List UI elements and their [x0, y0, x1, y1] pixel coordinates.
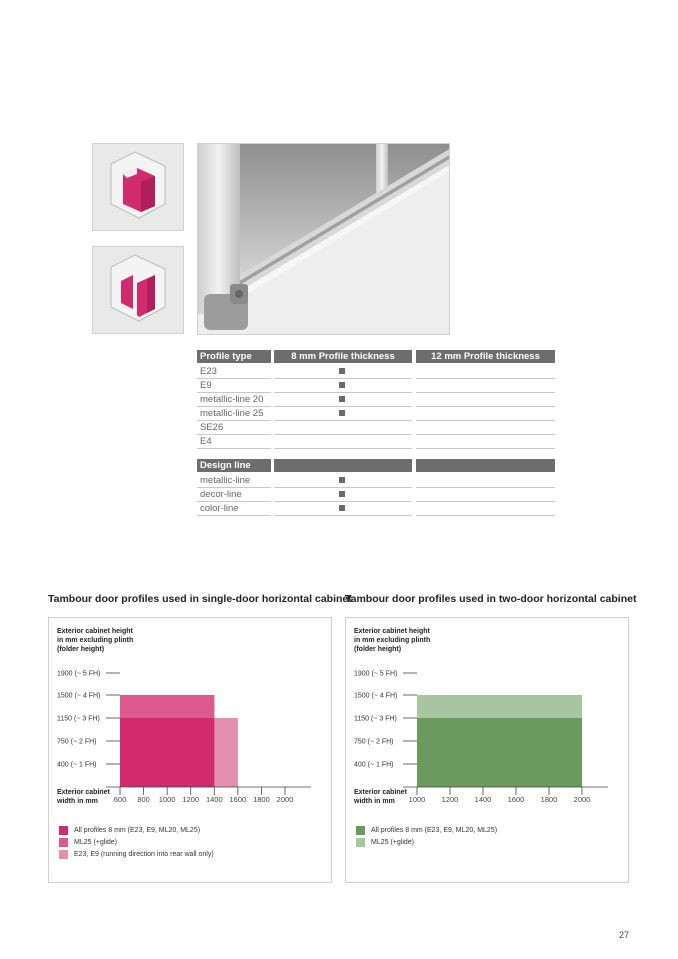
y-axis-label: Exterior cabinet height in mm excluding plinth (folder height): [354, 628, 431, 653]
chart-title-two-door: Tambour door profiles used in two-door horizontal cabinet: [345, 593, 637, 605]
chart-bar: [417, 718, 582, 787]
header-blank: [274, 459, 412, 472]
row-label: E9: [200, 380, 212, 391]
row-label: E23: [200, 366, 217, 377]
row-label: color-line: [200, 503, 239, 514]
table-row: [197, 421, 555, 435]
thumbnail-single-door: [92, 143, 184, 231]
chart-panel-two-door: [345, 617, 629, 883]
header-12mm: 12 mm Profile thickness: [416, 350, 555, 363]
table-row: [197, 474, 555, 488]
x-tick-label: 1000: [408, 795, 426, 804]
x-tick-label: 1000: [158, 795, 176, 804]
y-tick-label: 1900 (~ 5 FH): [354, 670, 398, 678]
x-tick-label: 1400: [474, 795, 492, 804]
y-tick-label: 400 (~ 1 FH): [354, 761, 394, 769]
table-row: [197, 488, 555, 502]
x-tick-label: 1800: [253, 795, 270, 804]
x-tick-label: 1200: [182, 795, 200, 804]
y-tick-label: 1150 (~ 3 FH): [57, 715, 100, 723]
table-row: [197, 407, 555, 421]
table-row: [197, 379, 555, 393]
page-number: 27: [619, 930, 630, 940]
y-axis-label: Exterior cabinet height in mm excluding plinth (folder height): [57, 628, 134, 653]
legend-swatch: [356, 838, 365, 847]
chart-panel-single-door: [48, 617, 332, 883]
legend-swatch: [356, 826, 365, 835]
row-label: SE26: [200, 422, 224, 433]
table-row: [197, 502, 555, 516]
x-tick-label: 2000: [573, 795, 591, 804]
x-tick-label: 1600: [507, 795, 525, 804]
chart-title-single-door: Tambour door profiles used in single-door horizontal cabinet: [48, 593, 352, 605]
x-tick-label: 800: [137, 795, 150, 804]
table-row: [197, 365, 555, 379]
y-tick-label: 1900 (~ 5 FH): [57, 670, 101, 678]
header-blank: [416, 459, 555, 472]
availability-mark: [339, 382, 345, 388]
x-axis-label: Exterior cabinet width in mm: [354, 789, 407, 805]
row-label: metallic-line 25: [200, 408, 264, 419]
header-design-line: Design line: [197, 459, 271, 472]
x-tick-label: 1400: [205, 795, 223, 804]
thumbnail-two-door: [92, 246, 184, 334]
x-tick-label: 1200: [441, 795, 459, 804]
availability-mark: [339, 477, 345, 483]
y-tick-label: 1150 (~ 3 FH): [354, 715, 397, 723]
y-tick-label: 1500 (~ 4 FH): [354, 692, 398, 700]
chart-bar: [214, 718, 238, 787]
y-tick-label: 400 (~ 1 FH): [57, 761, 97, 769]
row-label: E4: [200, 436, 212, 447]
availability-mark: [339, 368, 345, 374]
legend-swatch: [59, 850, 68, 859]
legend-label: All profiles 8 mm (E23, E9, ML20, ML25): [74, 827, 201, 834]
legend-label: ML25 (+glide): [371, 839, 414, 846]
x-tick-label: 2000: [276, 795, 294, 804]
chart-bar: [120, 718, 214, 787]
product-photo: [197, 143, 450, 335]
x-tick-label: 1800: [540, 795, 558, 804]
x-axis-label: Exterior cabinet width in mm: [57, 789, 110, 805]
profile-type-table: [197, 350, 555, 450]
y-tick-label: 1500 (~ 4 FH): [57, 692, 101, 700]
availability-mark: [339, 505, 345, 511]
legend-swatch: [59, 838, 68, 847]
legend-label: E23, E9 (running direction into rear wall only): [74, 851, 214, 858]
availability-mark: [339, 396, 345, 402]
row-label: decor-line: [200, 489, 242, 500]
row-label: metallic-line: [200, 475, 251, 486]
header-profile-type: Profile type: [197, 350, 271, 363]
availability-mark: [339, 410, 345, 416]
y-tick-label: 750 (~ 2 FH): [57, 738, 97, 746]
y-tick-label: 750 (~ 2 FH): [354, 738, 394, 746]
availability-mark: [339, 491, 345, 497]
row-label: metallic-line 20: [200, 394, 264, 405]
header-8mm: 8 mm Profile thickness: [274, 350, 412, 363]
design-line-table: [197, 459, 555, 517]
x-tick-label: 1600: [229, 795, 247, 804]
legend-swatch: [59, 826, 68, 835]
table-row: [197, 393, 555, 407]
legend-label: All profiles 8 mm (E23, E9, ML20, ML25): [371, 827, 498, 834]
table-row: [197, 435, 555, 449]
legend-label: ML25 (+glide): [74, 839, 117, 846]
x-tick-label: 600: [113, 795, 127, 804]
